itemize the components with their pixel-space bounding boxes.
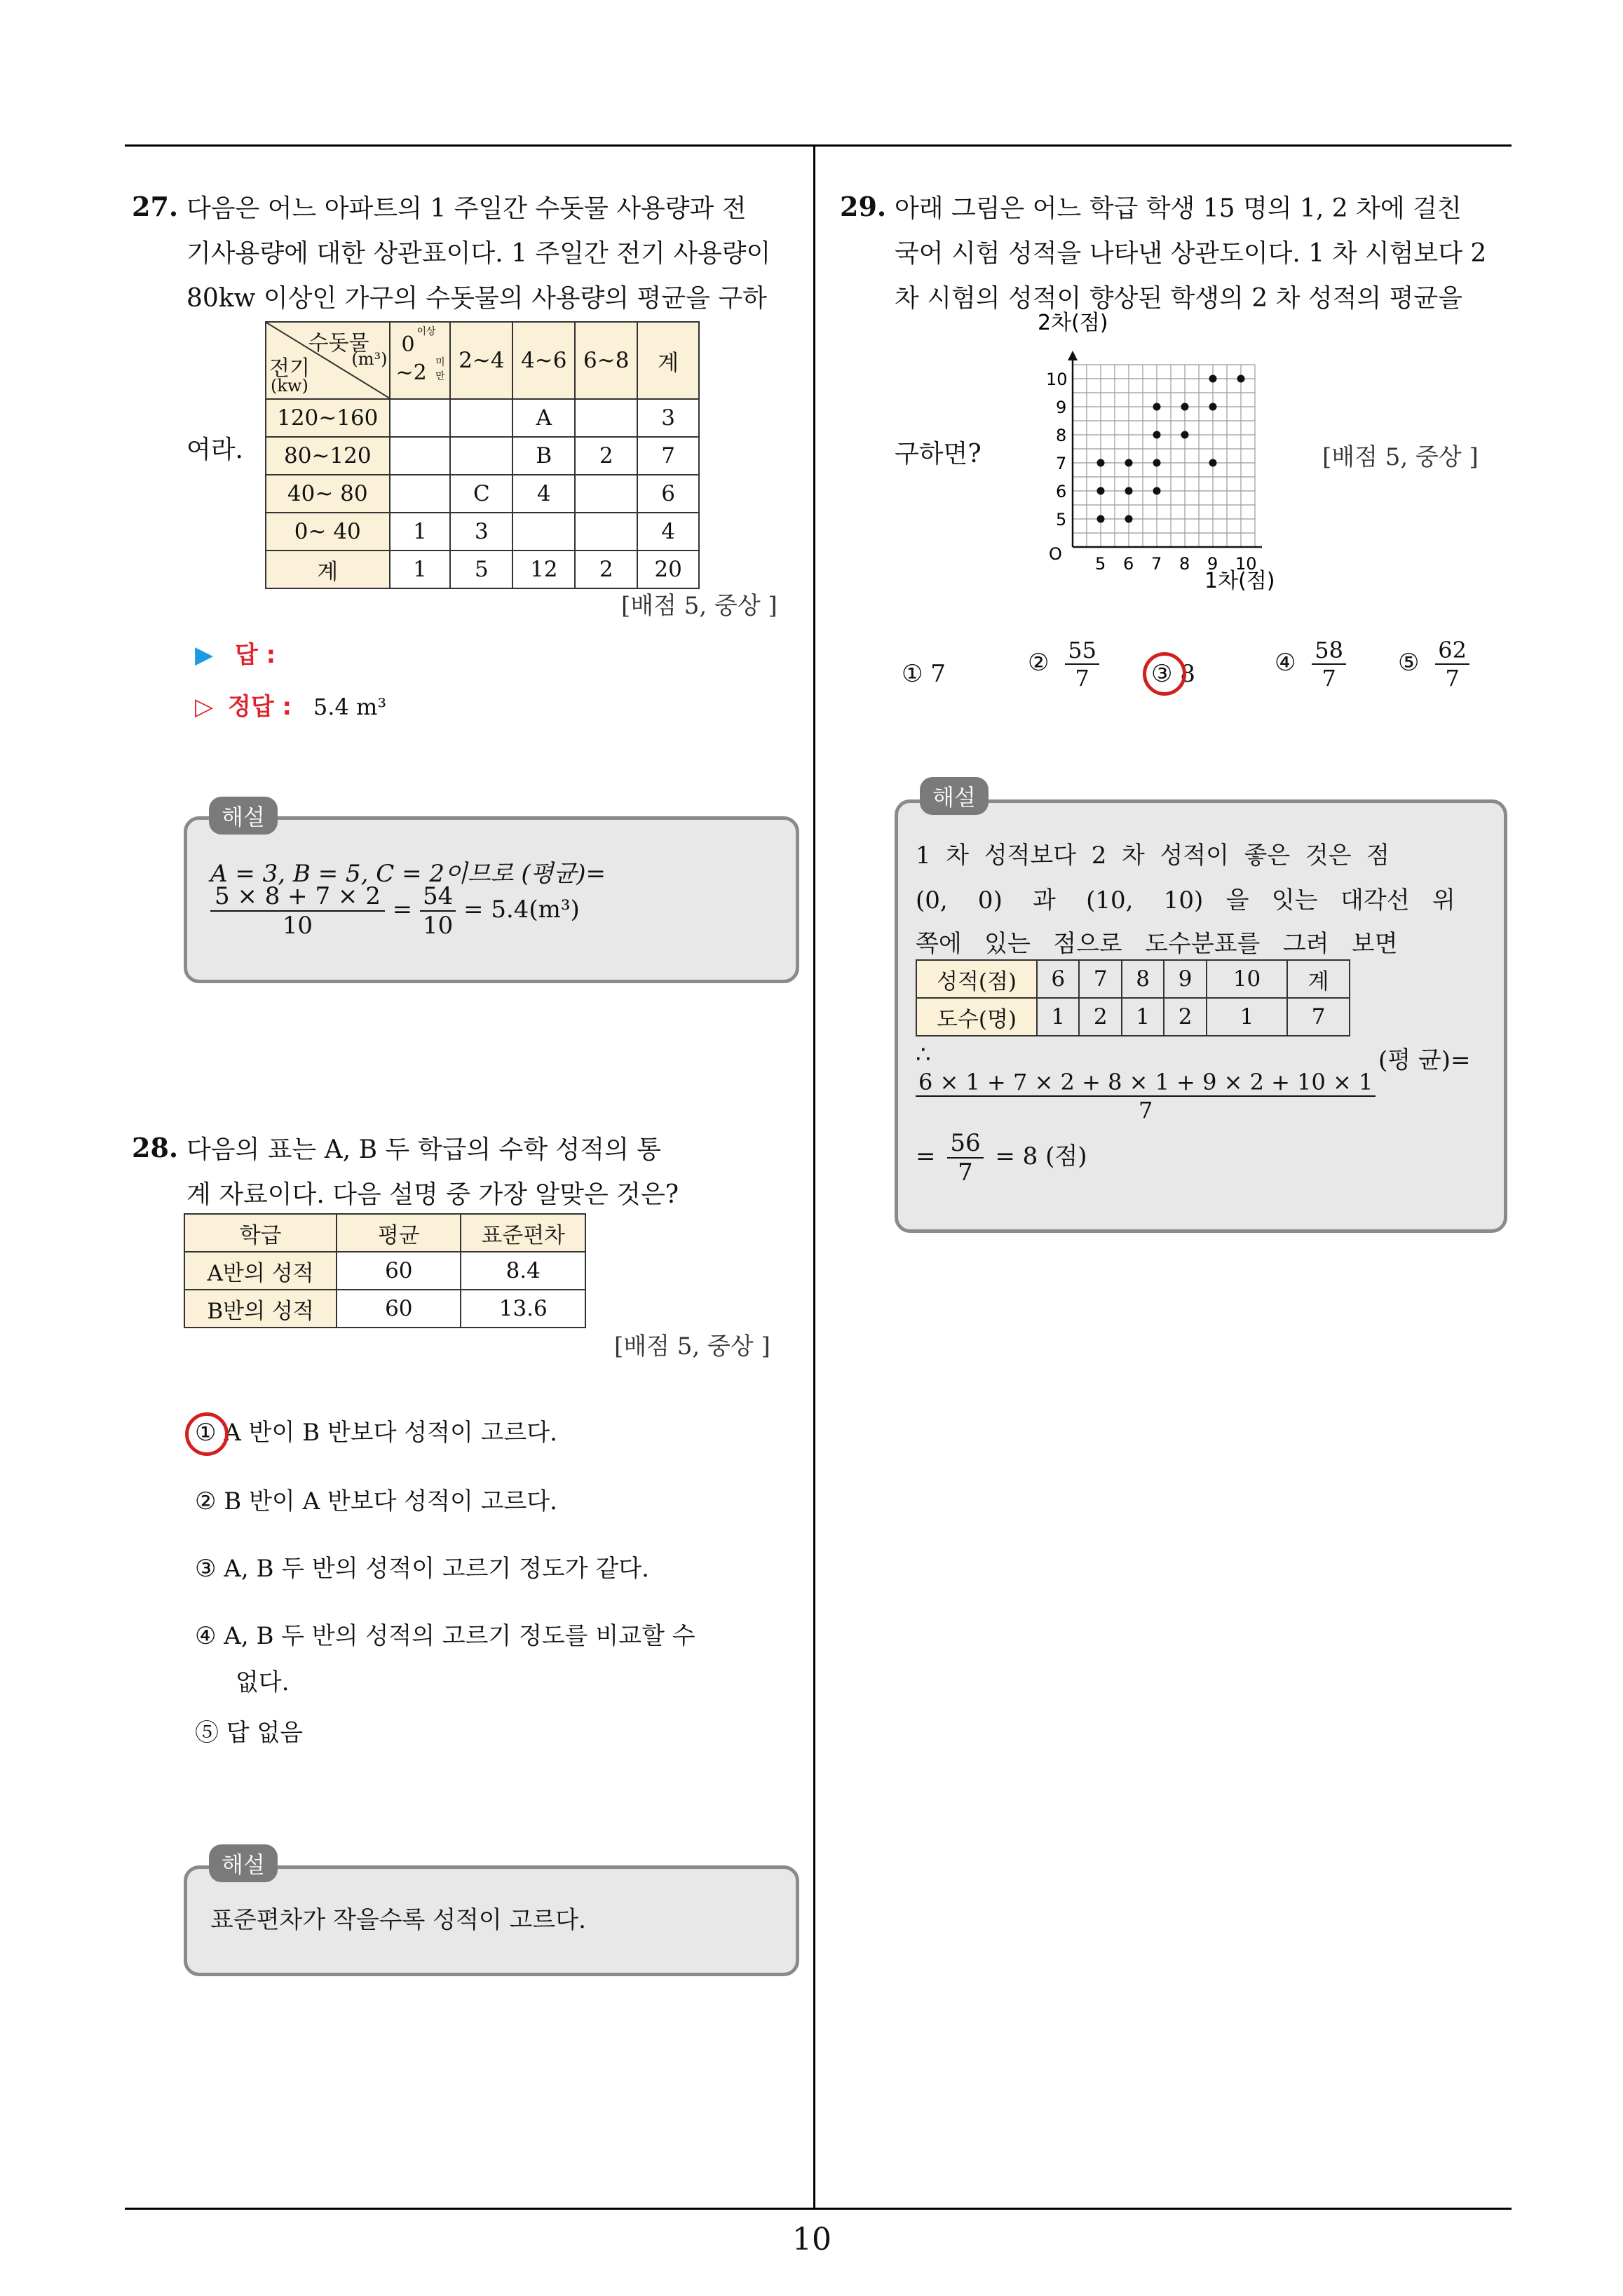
scatter-point	[1153, 403, 1161, 411]
column-divider	[813, 145, 815, 2209]
table-row	[266, 513, 699, 551]
q28-choice-2[interactable]: ② B 반이 A 반보다 성적이 고르다.	[195, 1487, 557, 1515]
denominator: 7	[1075, 665, 1089, 691]
table-cell: C	[450, 475, 512, 513]
fraction	[916, 1069, 1376, 1123]
table-cell: 7	[1079, 960, 1121, 998]
table-cell: 20	[637, 551, 699, 588]
denominator: 7	[1445, 665, 1460, 691]
x-tick-label: 7	[1151, 554, 1162, 574]
scatter-point	[1097, 515, 1105, 523]
answer-label: 답 :	[234, 641, 276, 669]
scatter-point	[1209, 375, 1217, 383]
scatter-point	[1125, 515, 1133, 523]
q29-expl-result	[916, 1129, 1087, 1187]
table-cell: 5	[450, 551, 512, 588]
scatter-point	[1097, 459, 1105, 467]
table-cell: 7	[637, 437, 699, 475]
numerator: 55	[1065, 637, 1099, 665]
page-number: 10	[792, 2222, 831, 2257]
outline-play-icon: ▷	[195, 693, 214, 721]
numerator: 6 × 1 + 7 × 2 + 8 × 1 + 9 × 2 + 10 × 1	[916, 1069, 1376, 1097]
col-0-2	[390, 322, 451, 399]
table-cell: 2	[575, 551, 637, 588]
result: = 8 (점)	[995, 1142, 1087, 1170]
selected-answer-circle	[185, 1412, 229, 1456]
numerator: 54	[420, 882, 456, 912]
q27-expl-line1: A = 3, B = 5, C = 2이므로 (평균)=	[210, 860, 606, 888]
scatter-point	[1181, 403, 1189, 411]
q29-choice-3[interactable]: ③ 8	[1151, 660, 1195, 688]
q29-expl-line3: 쪽에 있는 점으로 도수분표를 그려 보면	[916, 930, 1398, 958]
denominator: 7	[1139, 1097, 1153, 1123]
average-label: (평 균)=	[1378, 1046, 1471, 1074]
q28-choice-5[interactable]: ⑤ 답 없음	[195, 1719, 304, 1747]
q28-line2: 계 자료이다. 다음 설명 중 가장 알맞은 것은?	[186, 1180, 679, 1209]
scatter-point	[1209, 403, 1217, 411]
origin-label: O	[1049, 544, 1062, 564]
table-cell: 9	[1164, 960, 1206, 998]
header-water: 수돗물	[308, 331, 369, 356]
table-cell	[575, 399, 637, 437]
numerator: 58	[1312, 637, 1346, 665]
y-tick-label: 10	[1046, 370, 1068, 389]
col-4-6: 4~6	[512, 322, 575, 399]
q29-scatter-plot	[1024, 309, 1304, 603]
table-cell: 8.4	[461, 1252, 585, 1290]
table-row	[184, 1290, 585, 1328]
table-cell: 60	[337, 1290, 461, 1328]
q28-number: 28.	[132, 1132, 179, 1163]
y-tick-label: 7	[1056, 454, 1067, 473]
table-cell: 10	[1207, 960, 1287, 998]
table-cell: 6	[637, 475, 699, 513]
q27-number: 27.	[132, 191, 179, 222]
header-electric: 전기	[269, 356, 310, 381]
q27-correlation-table	[265, 321, 700, 589]
q27-line3: 80kw 이상인 가구의 수돗물의 사용량의 평균을 구하	[186, 284, 767, 313]
q27-correct-row	[195, 687, 386, 722]
scatter-point	[1153, 487, 1161, 495]
q27-line4: 여라.	[186, 435, 243, 464]
denominator: 7	[1322, 665, 1336, 691]
q28-line1: 다음의 표는 A, B 두 학급의 수학 성적의 통	[186, 1135, 662, 1164]
y-axis-label: 2차(점)	[1038, 311, 1108, 335]
q28-explanation-tag: 해설	[209, 1844, 278, 1882]
table-cell: 3	[450, 513, 512, 551]
top-rule	[125, 144, 1512, 147]
fraction	[947, 1129, 983, 1187]
table-cell: 1	[1207, 998, 1287, 1036]
table-cell: 1	[1122, 998, 1164, 1036]
table-cell	[575, 513, 637, 551]
table-row	[266, 475, 699, 513]
row-label: 도수(명)	[916, 998, 1037, 1036]
q29-choice-2[interactable]	[1028, 637, 1099, 691]
fraction	[420, 882, 456, 940]
q28-expl-text: 표준편차가 작을수록 성적이 고르다.	[210, 1906, 586, 1934]
row-label: 80~120	[266, 437, 390, 475]
header-water-unit: (m³)	[351, 349, 388, 369]
table-total-row	[266, 551, 699, 588]
header-electric-unit: (kw)	[271, 376, 308, 396]
q29-expl-formula	[916, 1069, 1376, 1123]
fraction	[210, 882, 385, 940]
q29-number: 29.	[840, 191, 887, 222]
q27-line1: 다음은 어느 아파트의 1 주일간 수돗물 사용량과 전	[186, 194, 747, 223]
col-6-8: 6~8	[575, 322, 637, 399]
table-cell: A	[512, 399, 575, 437]
scatter-point	[1125, 487, 1133, 495]
table-cell: 7	[1287, 998, 1350, 1036]
numerator: 56	[947, 1129, 983, 1159]
col-2-4: 2~4	[450, 322, 512, 399]
table-cell	[450, 437, 512, 475]
row-label: 0~ 40	[266, 513, 390, 551]
fraction	[1312, 637, 1346, 691]
y-tick-label: 8	[1056, 426, 1067, 445]
scatter-point	[1237, 375, 1245, 383]
table-cell: 계	[1287, 960, 1350, 998]
small-above: 이상	[416, 326, 436, 337]
table-cell: 1	[390, 551, 451, 588]
col-0-top: 0	[401, 332, 415, 357]
result: = 5.4(m³)	[463, 896, 580, 924]
choice-mark: ④	[1275, 649, 1296, 677]
x-tick-label: 9	[1207, 554, 1218, 574]
scatter-point	[1181, 431, 1189, 439]
table-cell: B	[512, 437, 575, 475]
x-tick-label: 10	[1235, 554, 1257, 574]
row-label: A반의 성적	[184, 1252, 337, 1290]
table-cell: 2	[1164, 998, 1206, 1036]
fraction	[1435, 637, 1469, 691]
table-cell: 4	[512, 475, 575, 513]
table-cell	[390, 475, 451, 513]
table-cell	[512, 513, 575, 551]
scatter-point	[1153, 431, 1161, 439]
table-cell: 1	[1037, 998, 1079, 1036]
q29-frequency-table	[916, 959, 1350, 1036]
table-cell: 2	[575, 437, 637, 475]
therefore-symbol: ∴	[916, 1041, 931, 1069]
table-cell: 3	[637, 399, 699, 437]
bottom-rule	[125, 2208, 1512, 2210]
q27-expl-formula	[210, 882, 580, 940]
scatter-point	[1097, 487, 1105, 495]
table-row	[184, 1252, 585, 1290]
q27-line2: 기사용량에 대한 상관표이다. 1 주일간 전기 사용량이	[186, 239, 771, 268]
scatter-point	[1153, 459, 1161, 467]
y-tick-label: 9	[1056, 398, 1067, 417]
table-row	[916, 998, 1350, 1036]
equals-sign: =	[392, 896, 420, 924]
q29-line3: 차 시험의 성적이 향상된 학생의 2 차 성적의 평균을	[895, 284, 1462, 313]
y-tick-label: 6	[1056, 482, 1067, 501]
q28-choice-4-cont: 없다.	[236, 1668, 290, 1696]
table-cell	[575, 475, 637, 513]
choice-mark: ⑤	[1398, 649, 1420, 677]
q27-score: [배점 5, 중상 ]	[621, 592, 777, 620]
col-0-bottom: ~2	[395, 360, 427, 385]
scatter-point	[1209, 459, 1217, 467]
q29-choice-5[interactable]	[1398, 637, 1469, 691]
q28-score: [배점 5, 중상 ]	[614, 1332, 770, 1360]
choice-mark: ②	[1028, 649, 1050, 677]
table-cell: 60	[337, 1252, 461, 1290]
play-icon: ▶	[195, 641, 214, 669]
numerator: 5 × 8 + 7 × 2	[210, 882, 385, 912]
table-cell: 4	[637, 513, 699, 551]
header-class: 학급	[184, 1214, 337, 1252]
table-cell: 8	[1122, 960, 1164, 998]
denominator: 10	[422, 912, 454, 940]
table-row	[916, 960, 1350, 998]
x-tick-label: 5	[1095, 554, 1106, 574]
correct-label: 정답 :	[227, 693, 292, 721]
table-corner-header	[266, 322, 390, 399]
q27-explanation-tag: 해설	[209, 797, 278, 835]
selected-answer-circle	[1143, 652, 1186, 696]
y-axis-arrow	[1068, 351, 1078, 360]
small-below: 미만	[435, 357, 445, 382]
correct-value: 5.4 m³	[313, 694, 387, 720]
x-axis-label: 1차(점)	[1204, 569, 1275, 593]
table-cell	[390, 437, 451, 475]
table-cell: 2	[1079, 998, 1121, 1036]
q29-choice-1[interactable]: ① 7	[902, 660, 946, 688]
table-cell	[450, 399, 512, 437]
numerator: 62	[1435, 637, 1469, 665]
q29-line4: 구하면?	[895, 440, 982, 468]
table-row	[266, 399, 699, 437]
header-mean: 평균	[337, 1214, 461, 1252]
table-cell: 6	[1037, 960, 1079, 998]
col-total: 계	[637, 322, 699, 399]
scatter-point	[1125, 459, 1133, 467]
equals-sign: =	[916, 1142, 936, 1170]
table-cell: 1	[390, 513, 451, 551]
x-tick-label: 8	[1179, 554, 1190, 574]
q29-expl-line1: 1 차 성적보다 2 차 성적이 좋은 것은 점	[916, 842, 1390, 870]
q29-expl-line2: (0, 0) 과 (10, 10) 을 잇는 대각선 위	[916, 886, 1455, 914]
q27-answer-row	[195, 635, 276, 670]
q29-choice-4[interactable]	[1275, 637, 1346, 691]
row-label: 120~160	[266, 399, 390, 437]
q28-choice-4[interactable]: ④ A, B 두 반의 성적의 고르기 정도를 비교할 수	[195, 1622, 695, 1650]
table-cell: 13.6	[461, 1290, 585, 1328]
q28-choice-1[interactable]: ① A 반이 B 반보다 성적이 고르다.	[195, 1419, 557, 1447]
denominator: 10	[282, 912, 313, 940]
total-label: 계	[266, 551, 390, 588]
row-label: B반의 성적	[184, 1290, 337, 1328]
q29-line2: 국어 시험 성적을 나타낸 상관도이다. 1 차 시험보다 2	[895, 239, 1487, 268]
q29-explanation-tag: 해설	[920, 777, 989, 815]
table-cell: 12	[512, 551, 575, 588]
q29-score: [배점 5, 중상 ]	[1322, 443, 1479, 471]
table-cell	[390, 399, 451, 437]
table-row	[266, 437, 699, 475]
q28-stat-table	[184, 1213, 586, 1328]
denominator: 7	[958, 1159, 973, 1187]
x-tick-label: 6	[1123, 554, 1134, 574]
row-label: 성적(점)	[916, 960, 1037, 998]
fraction	[1065, 637, 1099, 691]
y-tick-label: 5	[1056, 510, 1067, 529]
q29-line1: 아래 그림은 어느 학급 학생 15 명의 1, 2 차에 걸친	[895, 194, 1462, 223]
header-stddev: 표준편차	[461, 1214, 585, 1252]
q28-choice-3[interactable]: ③ A, B 두 반의 성적이 고르기 정도가 같다.	[195, 1555, 649, 1583]
row-label: 40~ 80	[266, 475, 390, 513]
